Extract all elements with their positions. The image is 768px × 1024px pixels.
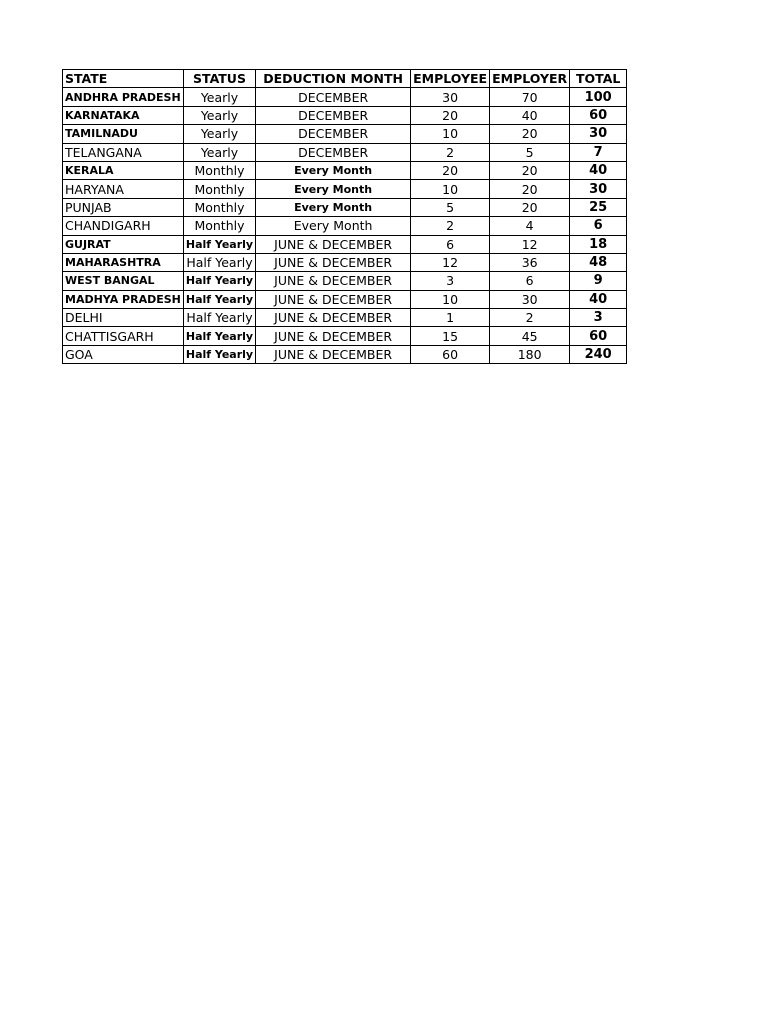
table-row <box>63 161 627 179</box>
cell-deduction-month: Every Month <box>256 217 411 235</box>
cell-state: CHATTISGARH <box>63 327 184 345</box>
cell-total: 60 <box>570 327 627 345</box>
table-row <box>63 253 627 271</box>
cell-deduction-month: DECEMBER <box>256 106 411 124</box>
cell-total: 100 <box>570 88 627 106</box>
cell-deduction-month: JUNE & DECEMBER <box>256 327 411 345</box>
cell-state: HARYANA <box>63 180 184 198</box>
cell-employee: 2 <box>411 217 490 235</box>
cell-employer: 2 <box>490 309 570 327</box>
cell-employee: 20 <box>411 106 490 124</box>
cell-total: 3 <box>570 309 627 327</box>
cell-state: ANDHRA PRADESH <box>63 88 184 106</box>
cell-deduction-month: JUNE & DECEMBER <box>256 235 411 253</box>
cell-employer: 5 <box>490 143 570 161</box>
cell-state: TELANGANA <box>63 143 184 161</box>
cell-total: 40 <box>570 161 627 179</box>
cell-employee: 2 <box>411 143 490 161</box>
cell-state: MADHYA PRADESH <box>63 290 184 308</box>
cell-total: 30 <box>570 125 627 143</box>
cell-employer: 20 <box>490 161 570 179</box>
table-row <box>63 143 627 161</box>
cell-status: Half Yearly <box>183 290 255 308</box>
cell-status: Yearly <box>183 106 255 124</box>
cell-status: Monthly <box>183 198 255 216</box>
header-total: TOTAL <box>570 70 627 88</box>
header-employer: EMPLOYER <box>490 70 570 88</box>
table-row <box>63 272 627 290</box>
cell-employer: 36 <box>490 253 570 271</box>
table-row <box>63 198 627 216</box>
header-state: STATE <box>63 70 184 88</box>
table-row <box>63 345 627 363</box>
table-row <box>63 327 627 345</box>
cell-employer: 40 <box>490 106 570 124</box>
header-status: STATUS <box>183 70 255 88</box>
table-row <box>63 290 627 308</box>
cell-status: Half Yearly <box>183 235 255 253</box>
cell-total: 240 <box>570 345 627 363</box>
cell-total: 6 <box>570 217 627 235</box>
cell-deduction-month: DECEMBER <box>256 88 411 106</box>
cell-deduction-month: JUNE & DECEMBER <box>256 253 411 271</box>
cell-employee: 60 <box>411 345 490 363</box>
cell-employee: 3 <box>411 272 490 290</box>
cell-deduction-month: Every Month <box>256 198 411 216</box>
header-employee: EMPLOYEE <box>411 70 490 88</box>
cell-total: 40 <box>570 290 627 308</box>
cell-total: 25 <box>570 198 627 216</box>
table-row <box>63 125 627 143</box>
cell-status: Monthly <box>183 180 255 198</box>
cell-status: Half Yearly <box>183 272 255 290</box>
cell-status: Half Yearly <box>183 309 255 327</box>
cell-state: DELHI <box>63 309 184 327</box>
cell-status: Yearly <box>183 88 255 106</box>
cell-deduction-month: DECEMBER <box>256 143 411 161</box>
cell-state: WEST BANGAL <box>63 272 184 290</box>
cell-deduction-month: JUNE & DECEMBER <box>256 272 411 290</box>
table-row <box>63 217 627 235</box>
cell-employee: 12 <box>411 253 490 271</box>
cell-status: Half Yearly <box>183 253 255 271</box>
cell-total: 9 <box>570 272 627 290</box>
cell-employer: 30 <box>490 290 570 308</box>
cell-status: Monthly <box>183 217 255 235</box>
cell-total: 30 <box>570 180 627 198</box>
cell-state: CHANDIGARH <box>63 217 184 235</box>
cell-employee: 10 <box>411 290 490 308</box>
table-row <box>63 309 627 327</box>
cell-state: GUJRAT <box>63 235 184 253</box>
cell-status: Yearly <box>183 143 255 161</box>
table-row <box>63 106 627 124</box>
cell-status: Half Yearly <box>183 327 255 345</box>
cell-employee: 30 <box>411 88 490 106</box>
header-deduction-month: DEDUCTION MONTH <box>256 70 411 88</box>
cell-state: GOA <box>63 345 184 363</box>
cell-deduction-month: JUNE & DECEMBER <box>256 345 411 363</box>
cell-status: Monthly <box>183 161 255 179</box>
cell-employee: 5 <box>411 198 490 216</box>
cell-total: 7 <box>570 143 627 161</box>
cell-deduction-month: JUNE & DECEMBER <box>256 309 411 327</box>
cell-employer: 4 <box>490 217 570 235</box>
cell-state: KARNATAKA <box>63 106 184 124</box>
cell-deduction-month: Every Month <box>256 180 411 198</box>
cell-employee: 10 <box>411 125 490 143</box>
cell-state: KERALA <box>63 161 184 179</box>
cell-employee: 15 <box>411 327 490 345</box>
cell-state: TAMILNADU <box>63 125 184 143</box>
cell-employee: 1 <box>411 309 490 327</box>
cell-deduction-month: Every Month <box>256 161 411 179</box>
cell-employer: 20 <box>490 180 570 198</box>
cell-employer: 20 <box>490 125 570 143</box>
cell-deduction-month: JUNE & DECEMBER <box>256 290 411 308</box>
table-row <box>63 235 627 253</box>
table-row <box>63 88 627 106</box>
cell-state: MAHARASHTRA <box>63 253 184 271</box>
cell-total: 48 <box>570 253 627 271</box>
cell-employer: 180 <box>490 345 570 363</box>
cell-employee: 10 <box>411 180 490 198</box>
cell-employer: 20 <box>490 198 570 216</box>
cell-status: Yearly <box>183 125 255 143</box>
contribution-table <box>62 69 627 364</box>
cell-employer: 6 <box>490 272 570 290</box>
cell-employer: 70 <box>490 88 570 106</box>
cell-deduction-month: DECEMBER <box>256 125 411 143</box>
cell-total: 18 <box>570 235 627 253</box>
header-row <box>63 70 627 88</box>
cell-employer: 12 <box>490 235 570 253</box>
cell-state: PUNJAB <box>63 198 184 216</box>
cell-employee: 6 <box>411 235 490 253</box>
cell-status: Half Yearly <box>183 345 255 363</box>
cell-total: 60 <box>570 106 627 124</box>
cell-employee: 20 <box>411 161 490 179</box>
cell-employer: 45 <box>490 327 570 345</box>
table-row <box>63 180 627 198</box>
